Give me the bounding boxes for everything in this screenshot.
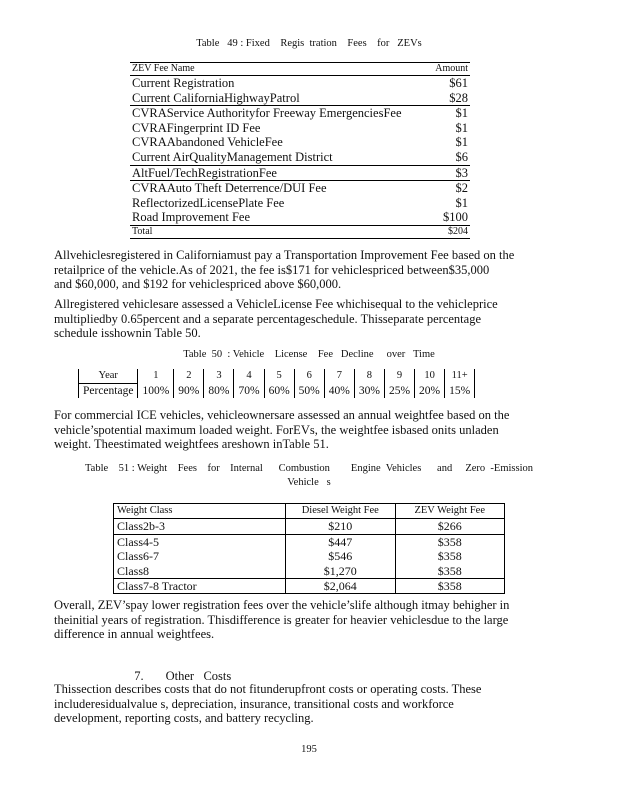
table-row: [114, 579, 505, 594]
zev-fee: $358: [395, 564, 505, 579]
table-row: [130, 150, 470, 165]
fee-name: Current Registration: [132, 76, 235, 90]
paragraph-overall: [54, 598, 509, 642]
fee-name: CVRAService Authorityfor Freeway EmergenciesFee: [130, 106, 430, 121]
table-header-row: [114, 504, 505, 519]
year-cell: 9: [384, 369, 414, 384]
amount-header: Amount: [430, 63, 470, 76]
text-line: For commercial ICE vehicles, vehicleownersare assessed an annual weightfee based on the: [54, 408, 510, 422]
zev-fee-header: ZEV Weight Fee: [395, 504, 505, 519]
fee-name: AltFuel/TechRegistrationFee: [130, 165, 430, 181]
text-line: includeresidualvalue s, depreciation, insurance, transitional costs and workforce: [54, 696, 454, 711]
table-row: [130, 196, 470, 211]
paragraph-other-costs: [54, 682, 481, 726]
percentage-cell: 90%: [174, 384, 204, 399]
year-cell: 5: [264, 369, 294, 384]
table-row: [114, 564, 505, 579]
percentage-cell: 100%: [138, 384, 174, 399]
weight-class: Class8: [117, 563, 150, 578]
fee-amount: $1: [430, 106, 470, 121]
weight-class: Class7-8 Tractor: [114, 579, 286, 594]
table-row: [114, 519, 505, 534]
percentage-row: [79, 384, 475, 399]
table-51-caption: Table 51 : Weight Fees for Internal Combustion Engine Vehicles and Zero -Emission: [84, 463, 533, 474]
paragraph-transportation-fee: [54, 248, 514, 292]
weight-fees-table: [113, 503, 505, 594]
total-row: [130, 225, 470, 238]
page-number: 195: [301, 744, 317, 755]
table-row: [130, 135, 470, 150]
percentage-cell: 15%: [445, 384, 475, 399]
diesel-fee: $546: [286, 549, 395, 563]
diesel-fee: $210: [286, 519, 395, 534]
text-line: Allregistered vehiclesare assessed a VehicleLicense Fee whichisequal to the vehicleprice: [54, 297, 498, 311]
fee-name: ReflectorizedLicensePlate Fee: [132, 195, 285, 210]
text-line: difference in annual weightfees.: [54, 627, 215, 642]
fee-amount: $3: [430, 165, 470, 181]
year-row: [79, 369, 475, 384]
diesel-fee: $447: [286, 534, 395, 549]
percentage-cell: 80%: [204, 384, 234, 399]
zev-fee: $358: [395, 579, 505, 594]
year-cell: 1: [138, 369, 174, 384]
percentage-cell: 25%: [384, 384, 414, 399]
fee-amount: $1: [455, 195, 468, 210]
license-fee-decline-table: [78, 369, 475, 398]
fee-name: CVRAAbandoned VehicleFee: [132, 135, 283, 150]
year-cell: 10: [415, 369, 445, 384]
table-49-caption: Table 49 : Fixed Regis tration Fees for ZEVs: [196, 38, 422, 49]
diesel-fee: $1,270: [286, 564, 395, 579]
year-cell: 3: [204, 369, 234, 384]
fee-amount: $61: [449, 76, 468, 90]
fee-name: CVRAFingerprint ID Fee: [132, 120, 261, 135]
section-title: Other Costs: [165, 669, 232, 683]
text-line: and $60,000, and $192 for vehiclespriced above $60,000.: [54, 277, 342, 292]
year-cell: 2: [174, 369, 204, 384]
zev-fee: $358: [395, 549, 505, 563]
text-line: Allvehiclesregistered in Californiamust pay a Transportation Improvement Fee based on the: [54, 248, 515, 262]
weight-class-header: Weight Class: [114, 504, 286, 519]
text-line: multipliedby 0.65percent and a separate percentageschedule. Thisseparate percentage: [54, 311, 482, 326]
table-row: [130, 106, 470, 121]
text-line: Overall, ZEV’spay lower registration fees over the vehicle’slife although itmay behigher in: [54, 598, 510, 612]
table-50-caption: Table 50 : Vehicle License Fee Decline over Time: [183, 349, 435, 360]
fee-amount: $100: [443, 210, 468, 225]
fee-amount: $2: [430, 181, 470, 196]
weight-class: Class4-5: [114, 534, 286, 549]
table-row: [130, 91, 470, 106]
zev-fee: $358: [395, 534, 505, 549]
fee-amount: $28: [449, 90, 468, 105]
table-row: [130, 121, 470, 136]
table-51-caption-line2: Vehicle s: [287, 477, 331, 488]
text-line: Thissection describes costs that do not fitunderupfront costs or operating costs. These: [54, 682, 482, 696]
zev-fee: $266: [395, 519, 505, 534]
table-header-row: [130, 63, 470, 76]
text-line: vehicle’spotential maximum loaded weight. ForEVs, the weightfee isbased onits unladen: [54, 422, 499, 437]
section-heading: [128, 654, 231, 684]
fee-amount: $1: [455, 120, 468, 135]
fixed-registration-fees-table: [130, 62, 470, 239]
year-cell: 8: [354, 369, 384, 384]
percentage-cell: 40%: [324, 384, 354, 399]
text-line: weight. Theestimated weightfees areshown inTable 51.: [54, 437, 329, 452]
fee-amount: $1: [455, 135, 468, 150]
paragraph-vehicle-license-fee: [54, 297, 498, 341]
percentage-cell: 50%: [294, 384, 324, 399]
percentage-cell: 30%: [354, 384, 384, 399]
percentage-cell: 70%: [234, 384, 264, 399]
fee-name-header: ZEV Fee Name: [130, 63, 430, 76]
percentage-cell: 60%: [264, 384, 294, 399]
fee-name: Current CaliforniaHighwayPatrol: [132, 90, 300, 105]
total-amount: $204: [430, 225, 470, 238]
total-label: Total: [130, 225, 430, 238]
fee-name: Road Improvement Fee: [132, 210, 251, 225]
year-cell: 4: [234, 369, 264, 384]
text-line: development, reporting costs, and battery recycling.: [54, 711, 314, 726]
table-row: [130, 210, 470, 225]
fee-name: CVRAAuto Theft Deterrence/DUI Fee: [130, 181, 430, 196]
diesel-fee: $2,064: [286, 579, 395, 594]
percentage-cell: 20%: [415, 384, 445, 399]
table-row: [114, 549, 505, 563]
fee-amount: $6: [455, 149, 468, 164]
text-line: retailprice of the vehicle.As of 2021, the fee is$171 for vehiclespriced between$35,000: [54, 262, 490, 277]
year-label: Year: [98, 370, 118, 381]
paragraph-weight-fee: [54, 408, 509, 452]
weight-class: Class2b-3: [117, 519, 165, 534]
text-line: schedule isshownin Table 50.: [54, 326, 201, 341]
table-row: [130, 181, 470, 196]
table-row: [130, 165, 470, 181]
diesel-fee-header: Diesel Weight Fee: [286, 504, 395, 519]
weight-class: Class6-7: [117, 549, 159, 564]
year-cell: 7: [324, 369, 354, 384]
table-row: [114, 534, 505, 549]
fee-name: Current AirQualityManagement District: [132, 149, 333, 164]
percentage-label: Percentage: [79, 384, 138, 399]
year-cell: 11+: [445, 369, 475, 384]
table-row: [130, 76, 470, 91]
text-line: theinitial years of registration. Thisdifference is greater for heavier vehiclesdue to the large: [54, 612, 509, 627]
section-number: 7.: [134, 669, 144, 683]
year-cell: 6: [294, 369, 324, 384]
